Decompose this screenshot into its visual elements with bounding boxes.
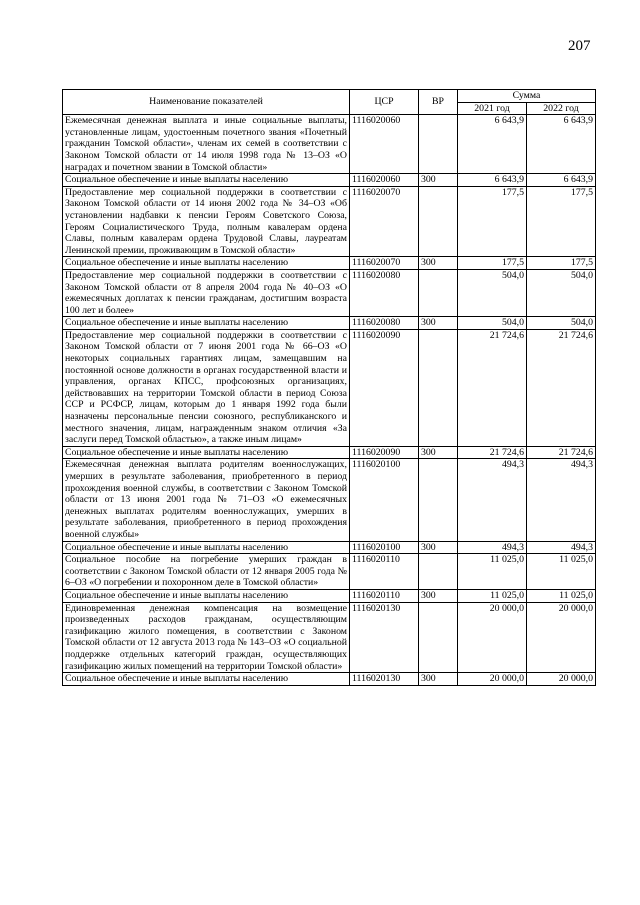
- row-vr-cell: [419, 186, 458, 257]
- row-sum-2022-cell: 6 643,9: [527, 115, 596, 174]
- table-row: [63, 602, 596, 673]
- row-name-cell: Социальное обеспечение и иные выплаты населению: [63, 446, 350, 459]
- row-sum-2022-cell: 20 000,0: [527, 602, 596, 673]
- header-csr: ЦСР: [350, 90, 419, 115]
- row-name-cell: Социальное пособие на погребение умерших граждан в соответствии с Законом Томской области от 12 января 2005 года № 6–ОЗ «О погребении и похоронном деле в Томской области»: [63, 554, 350, 590]
- row-sum-2021-cell: 21 724,6: [458, 446, 527, 459]
- row-sum-2021-cell: 494,3: [458, 459, 527, 541]
- row-sum-2021-cell: 20 000,0: [458, 673, 527, 686]
- table-row: [63, 174, 596, 187]
- row-vr-cell: 300: [419, 673, 458, 686]
- table-body: [63, 115, 596, 686]
- row-vr-cell: 300: [419, 174, 458, 187]
- table-row: [63, 459, 596, 541]
- row-csr-cell: 1116020090: [350, 329, 419, 446]
- row-csr-cell: 1116020110: [350, 554, 419, 590]
- row-sum-2022-cell: 494,3: [527, 541, 596, 554]
- row-csr-cell: 1116020070: [350, 257, 419, 270]
- table-header: [63, 90, 596, 115]
- row-sum-2022-cell: 504,0: [527, 317, 596, 330]
- row-sum-2021-cell: 177,5: [458, 186, 527, 257]
- row-vr-cell: [419, 115, 458, 174]
- row-name-cell: Социальное обеспечение и иные выплаты населению: [63, 589, 350, 602]
- row-csr-cell: 1116020070: [350, 186, 419, 257]
- row-name-cell: Единовременная денежная компенсация на возмещение произведенных расходов гражданам, осуществляющим газификацию жилого помещения, в соответствии с Законом Томской области от 12 августа 2013 года № 143–ОЗ «О социальной поддержке отдельных категорий граждан, осуществляющих газификацию жилых помещений на территории Томской области»: [63, 602, 350, 673]
- row-sum-2022-cell: 177,5: [527, 186, 596, 257]
- row-sum-2022-cell: 21 724,6: [527, 446, 596, 459]
- table-row: [63, 317, 596, 330]
- table-row: [63, 257, 596, 270]
- row-sum-2021-cell: 177,5: [458, 257, 527, 270]
- row-name-cell: Социальное обеспечение и иные выплаты населению: [63, 257, 350, 270]
- row-vr-cell: [419, 554, 458, 590]
- row-csr-cell: 1116020130: [350, 673, 419, 686]
- row-sum-2021-cell: 494,3: [458, 541, 527, 554]
- header-year-2021: 2021 год: [458, 102, 527, 115]
- table-row: [63, 554, 596, 590]
- row-sum-2021-cell: 6 643,9: [458, 174, 527, 187]
- row-name-cell: Социальное обеспечение и иные выплаты населению: [63, 673, 350, 686]
- row-csr-cell: 1116020100: [350, 459, 419, 541]
- row-sum-2022-cell: 11 025,0: [527, 589, 596, 602]
- row-sum-2021-cell: 11 025,0: [458, 589, 527, 602]
- page-number: 207: [568, 38, 591, 54]
- table-row: [63, 541, 596, 554]
- row-vr-cell: 300: [419, 541, 458, 554]
- table-row: [63, 589, 596, 602]
- row-vr-cell: 300: [419, 446, 458, 459]
- row-vr-cell: [419, 329, 458, 446]
- row-name-cell: Социальное обеспечение и иные выплаты населению: [63, 174, 350, 187]
- header-name: Наименование показателей: [63, 90, 350, 115]
- row-csr-cell: 1116020080: [350, 317, 419, 330]
- row-sum-2022-cell: 6 643,9: [527, 174, 596, 187]
- row-vr-cell: [419, 459, 458, 541]
- table-row: [63, 329, 596, 446]
- row-vr-cell: 300: [419, 317, 458, 330]
- row-sum-2021-cell: 11 025,0: [458, 554, 527, 590]
- row-name-cell: Ежемесячная денежная выплата родителям военнослужащих, умерших в результате заболевания, приобретенного в период прохождения военной службы, в соответствии с Законом Томской области от 13 июня 2001 года № 71–ОЗ «О ежемесячных денежных выплатах родителям военнослужащих, умерших в результате заболевания, приобретенного в период прохождения военной службы»: [63, 459, 350, 541]
- row-vr-cell: [419, 602, 458, 673]
- row-csr-cell: 1116020060: [350, 174, 419, 187]
- row-sum-2022-cell: 11 025,0: [527, 554, 596, 590]
- row-name-cell: Предоставление мер социальной поддержки в соответствии с Законом Томской области от 8 апреля 2004 года № 40–ОЗ «О ежемесячных доплатах к пенсии гражданам, достигшим возраста 100 лет и более»: [63, 269, 350, 316]
- table-row: [63, 269, 596, 316]
- row-name-cell: Социальное обеспечение и иные выплаты населению: [63, 541, 350, 554]
- row-sum-2022-cell: 21 724,6: [527, 329, 596, 446]
- table-row: [63, 446, 596, 459]
- row-csr-cell: 1116020090: [350, 446, 419, 459]
- row-name-cell: Ежемесячная денежная выплата и иные социальные выплаты, установленные лицам, удостоенным почетного звания «Почетный гражданин Томской области», членам их семей в соответствии с Законом Томской области от 14 июля 1998 года № 13–ОЗ «О наградах и почетном звании в Томской области»: [63, 115, 350, 174]
- row-csr-cell: 1116020110: [350, 589, 419, 602]
- row-sum-2022-cell: 494,3: [527, 459, 596, 541]
- row-sum-2021-cell: 504,0: [458, 269, 527, 316]
- row-csr-cell: 1116020100: [350, 541, 419, 554]
- row-sum-2021-cell: 504,0: [458, 317, 527, 330]
- budget-table: [62, 89, 596, 686]
- row-csr-cell: 1116020130: [350, 602, 419, 673]
- header-sum: Сумма: [458, 90, 596, 103]
- table-row: [63, 186, 596, 257]
- row-sum-2022-cell: 504,0: [527, 269, 596, 316]
- header-vr: ВР: [419, 90, 458, 115]
- row-sum-2021-cell: 21 724,6: [458, 329, 527, 446]
- row-sum-2021-cell: 20 000,0: [458, 602, 527, 673]
- table-row: [63, 673, 596, 686]
- table-row: [63, 115, 596, 174]
- row-name-cell: Предоставление мер социальной поддержки в соответствии с Законом Томской области от 7 июня 2001 года № 66–ОЗ «О некоторых социальных гарантиях лицам, замещавшим на постоянной основе должности в органах государственной власти и управления, органах КПСС, профсоюзных организациях, действовавших на территории Томской области в период Союза ССР и РСФСР, лицам, которым до 1 января 1992 года были назначены персональные пенсии союзного, республиканского и местного значения, лицам, награжденным знаком отличия «За заслуги перед Томской областью», а также иным лицам»: [63, 329, 350, 446]
- row-vr-cell: 300: [419, 589, 458, 602]
- row-vr-cell: 300: [419, 257, 458, 270]
- header-year-2022: 2022 год: [527, 102, 596, 115]
- row-vr-cell: [419, 269, 458, 316]
- row-sum-2021-cell: 6 643,9: [458, 115, 527, 174]
- row-csr-cell: 1116020060: [350, 115, 419, 174]
- row-sum-2022-cell: 177,5: [527, 257, 596, 270]
- row-sum-2022-cell: 20 000,0: [527, 673, 596, 686]
- row-csr-cell: 1116020080: [350, 269, 419, 316]
- row-name-cell: Социальное обеспечение и иные выплаты населению: [63, 317, 350, 330]
- row-name-cell: Предоставление мер социальной поддержки в соответствии с Законом Томской области от 14 июня 2002 года № 34–ОЗ «Об установлении надбавки к пенсии Героям Советского Союза, Героям Социалистического Труда, полным кавалерам ордена Славы, полным кавалерам ордена Трудовой Славы, лауреатам Ленинской премии, проживающим в Томской области»: [63, 186, 350, 257]
